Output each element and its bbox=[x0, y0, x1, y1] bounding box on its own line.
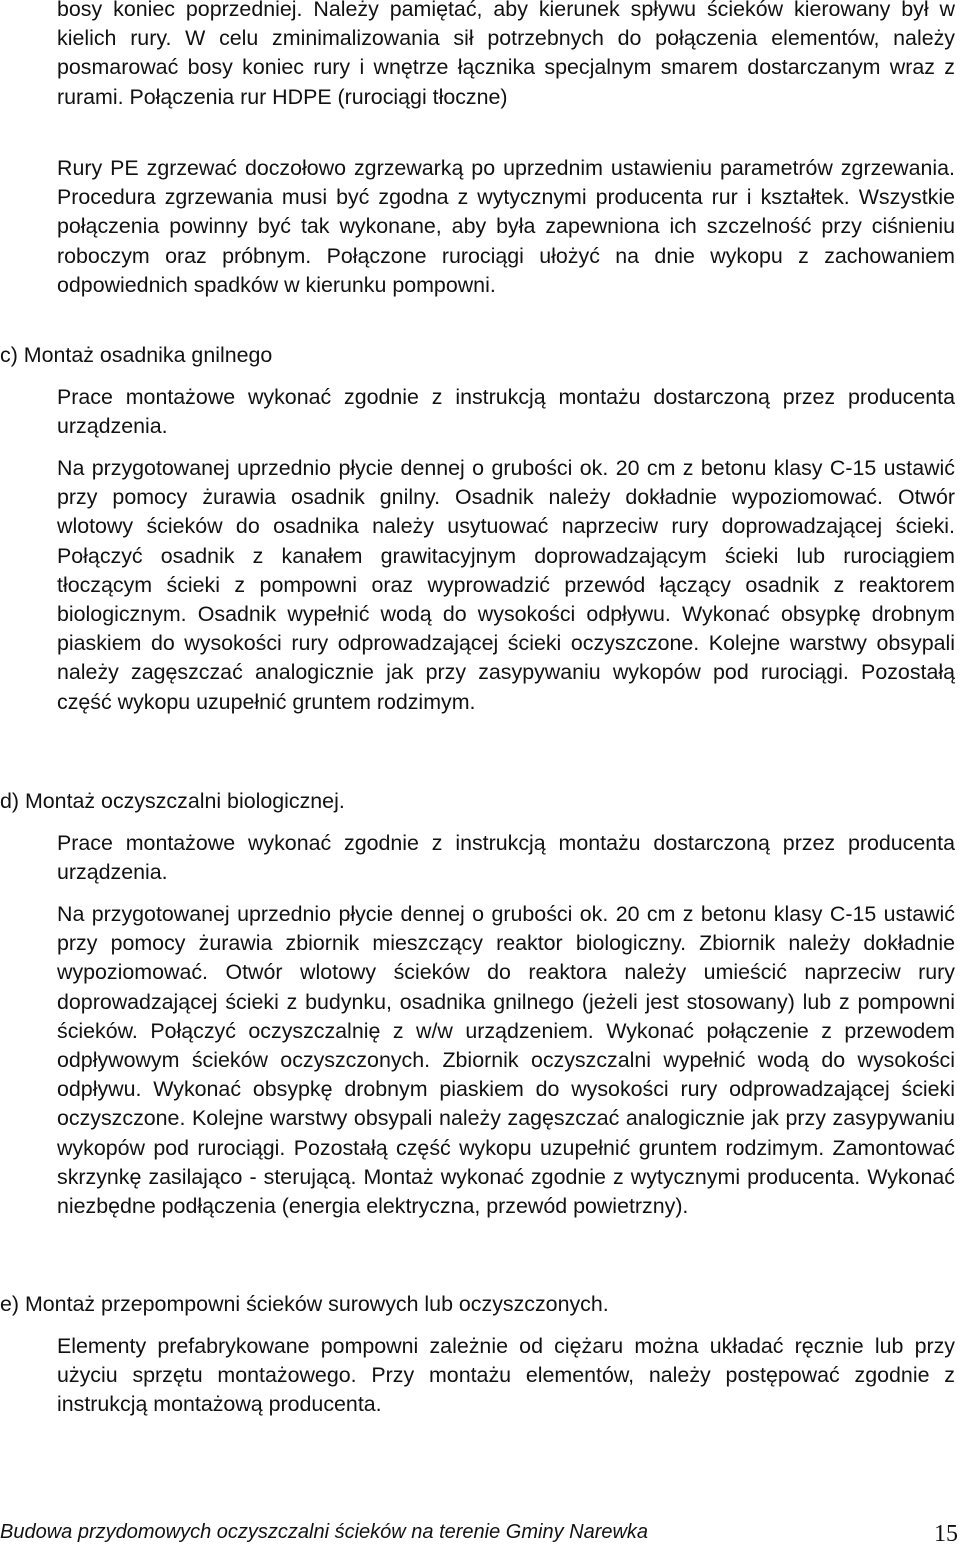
paragraph-plant-installation: Na przygotowanej uprzednio płycie dennej o grubości ok. 20 cm z betonu klasy C-15 ustawić przy pomocy żurawia zbiornik mieszczący reaktor biologiczny. Zbiornik należy dokładnie wypoziomować. Otwór wlotowy ścieków do reaktora należy umieścić naprzeciw rury doprowadzającej ścieki z budynku, osadnika gnilnego (jeżeli jest stosowany) lub z pompowni ścieków. Połączyć oczyszczalnię z w/w urządzeniem. Wykonać połączenie z przewodem odpływowym ścieków oczyszczonych. Zbiornik oczyszczalni wypełnić wodą do wysokości odpływu. Wykonać obsypkę drobnym piaskiem do wysokości rury odprowadzającej ścieki oczyszczone. Kolejne warstwy obsypali należy zagęszczać analogicznie jak przy zasypywaniu wykopów pod rurociągi. Pozostałą część wykopu uzupełnić gruntem rodzimym. Zamontować skrzynkę zasilająco - sterującą. Montaż wykonać zgodnie z wytycznymi producenta. Wykonać niezbędne podłączenia (energia elektryczna, przewód powietrzny). bbox=[57, 902, 955, 1219]
heading-septic-tank: c) Montaż osadnika gnilnego bbox=[0, 343, 273, 367]
paragraph-pe-welding: Rury PE zgrzewać doczołowo zgrzewarką po uprzednim ustawieniu parametrów zgrzewania. Procedura zgrzewania musi być zgodna z wytycznymi producenta rur i kształtek. Wszystkie połączenia powinny być tak wykonane, aby była zapewniona ich szczelność przy ciśnieniu roboczym oraz próbnym. Połączone rurociągi ułożyć na dnie wykopu z zachowaniem odpowiednich spadków w kierunku pompowni. bbox=[57, 156, 955, 297]
paragraph-pipe-joining: bosy koniec poprzedniej. Należy pamiętać, aby kierunek spływu ścieków kierowany był w kielich rury. W celu zminimalizowania sił potrzebnych do połączenia elementów, należy posmarować bosy koniec rury i wnętrze łącznika specjalnym smarem dostarczanym wraz z rurami. Połączenia rur HDPE (rurociągi tłoczne) bbox=[57, 0, 955, 109]
page-number: 15 bbox=[934, 1521, 958, 1547]
heading-biological-plant: d) Montaż oczyszczalni biologicznej. bbox=[0, 789, 345, 813]
paragraph-pumping-station: Elementy prefabrykowane pompowni zależnie od ciężaru można układać ręcznie lub przy użyciu sprzętu montażowego. Przy montażu elementów, należy postępować zgodnie z instrukcją montażową producenta. bbox=[57, 1334, 955, 1417]
paragraph-septic-installation: Na przygotowanej uprzednio płycie dennej o grubości ok. 20 cm z betonu klasy C-15 ustawić przy pomocy żurawia osadnik gnilny. Osadnik należy dokładnie wypoziomować. Otwór wlotowy ścieków do osadnika należy usytuować naprzeciw rury doprowadzającej ścieki. Połączyć osadnik z kanałem grawitacyjnym doprowadzającym ścieki lub rurociągiem tłoczącym ścieki z pompowni oraz wyprowadzić przewód łączący osadnik z reaktorem biologicznym. Osadnik wypełnić wodą do wysokości odpływu. Wykonać obsypkę drobnym piaskiem do wysokości rury odprowadzającej ścieki oczyszczone. Kolejne warstwy obsypali należy zagęszczać analogicznie jak przy zasypywaniu wykopów pod rurociągi. Pozostałą część wykopu uzupełnić gruntem rodzimym. bbox=[57, 456, 955, 714]
paragraph-septic-instructions: Prace montażowe wykonać zgodnie z instrukcją montażu dostarczoną przez producenta urządzenia. bbox=[57, 385, 955, 439]
footer-title: Budowa przydomowych oczyszczalni ścieków na terenie Gminy Narewka bbox=[0, 1521, 649, 1543]
paragraph-plant-instructions: Prace montażowe wykonać zgodnie z instrukcją montażu dostarczoną przez producenta urządzenia. bbox=[57, 831, 955, 885]
heading-pumping-station: e) Montaż przepompowni ścieków surowych lub oczyszczonych. bbox=[0, 1292, 609, 1316]
